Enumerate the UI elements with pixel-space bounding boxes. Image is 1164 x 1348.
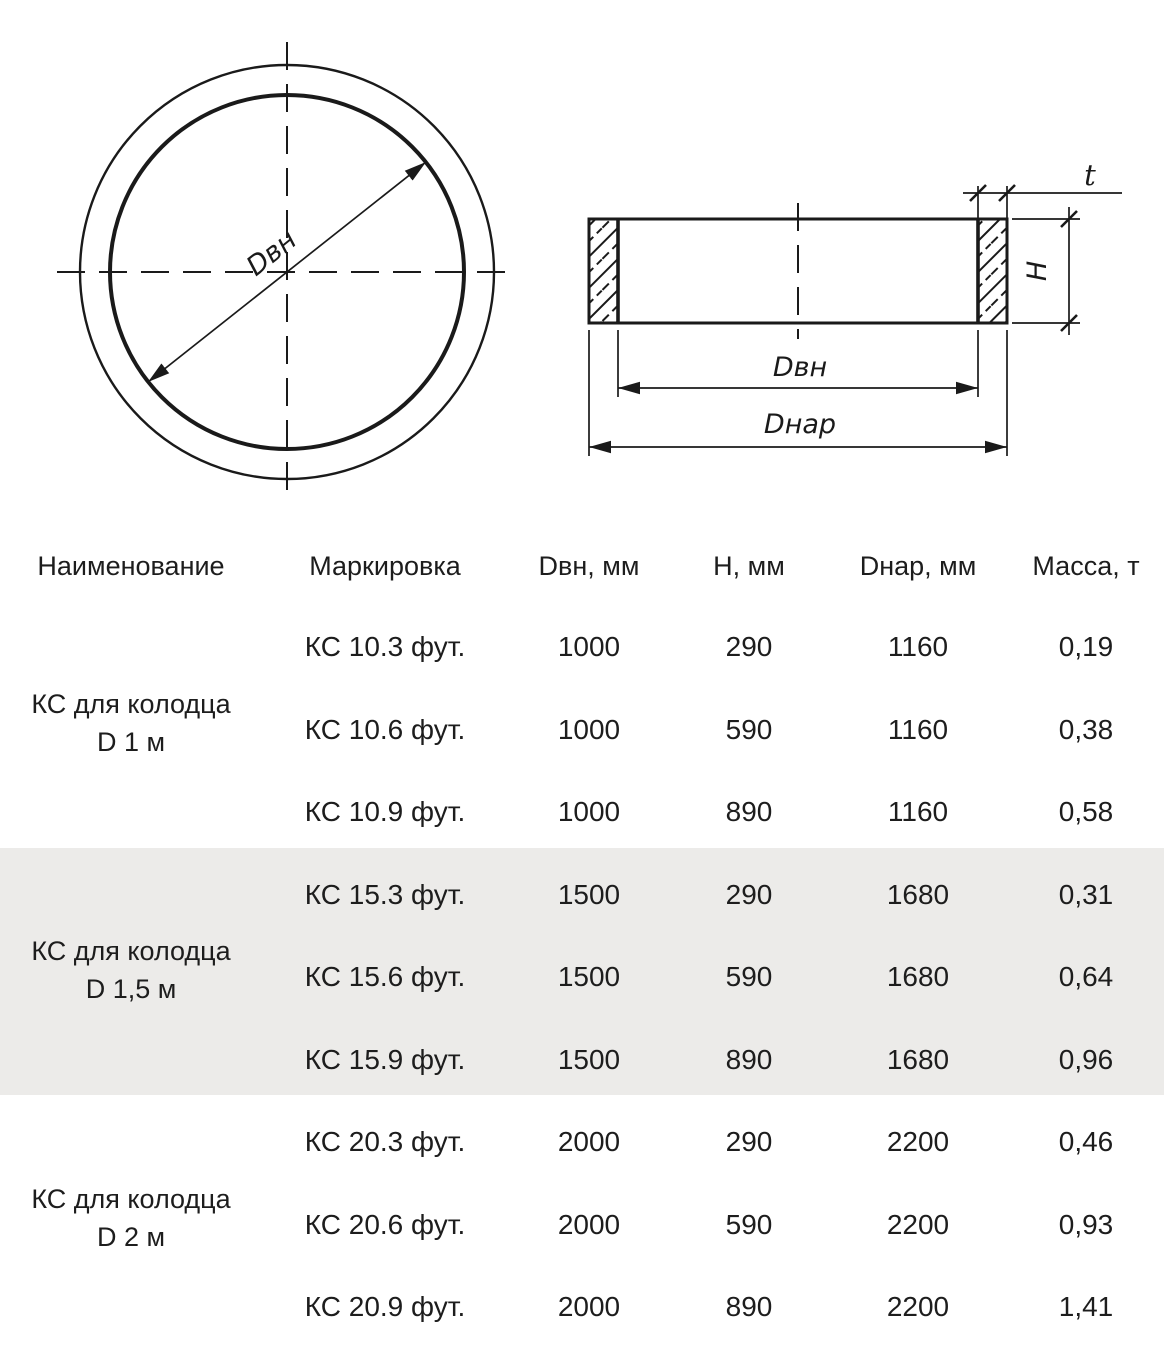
cell-mass: 0,58 [1058,796,1114,828]
right-wall-hatch [978,219,1007,323]
group-name-cell [0,1095,262,1343]
cell-dnar: 1680 [886,961,950,993]
cell-dvn: 1500 [557,878,621,910]
col-header-dvn: Dвн, мм [538,551,640,581]
col-header-dnar: Dнар, мм [859,551,977,581]
group-name-line2: D 2 м [96,1221,166,1252]
cell-mass: 0,64 [1058,961,1114,993]
col-header-name: Наименование [37,551,225,581]
ring-top-view-drawing [57,42,517,502]
cell-dnar: 2200 [886,1291,950,1323]
cell-mass: 0,96 [1058,1043,1114,1075]
col-header-mass: Масса, т [1032,551,1140,581]
group-name-cell [0,600,262,848]
technical-drawing-area [0,0,1164,532]
dvn-dimension-label: Dвн [772,352,828,383]
group-d2m [0,1095,1164,1343]
group-name-line2: D 1,5 м [85,974,177,1005]
cell-marking: КС 15.3 фут. [304,878,466,910]
cell-marking: КС 15.9 фут. [304,1043,466,1075]
cell-mass: 0,46 [1058,1126,1114,1158]
cell-h: 290 [725,1126,773,1158]
cell-mass: 0,38 [1058,713,1114,745]
t-dimension-label: t [1084,158,1096,192]
table-row [0,848,1164,931]
cell-marking: КС 20.6 фут. [304,1208,466,1240]
cell-h: 890 [725,796,773,828]
cell-h: 890 [725,1291,773,1323]
cell-dvn: 1500 [557,1043,621,1075]
cell-mass: 1,41 [1058,1291,1114,1323]
group-name-cell [0,848,262,1096]
col-header-h: H, мм [713,551,785,581]
cell-dnar: 1160 [887,796,949,828]
cell-dvn: 1000 [557,631,621,663]
group-name-line2: D 1 м [96,726,166,757]
cell-dnar: 1680 [886,1043,950,1075]
group-name-line1: КС для колодца [31,688,231,719]
ring-section-drawing [589,158,1122,456]
technical-drawing-svg [0,0,1164,532]
cell-dvn: 2000 [557,1208,621,1240]
group-name-line1: КС для колодца [31,1183,231,1214]
cell-mass: 0,93 [1058,1208,1114,1240]
cell-dnar: 2200 [886,1208,950,1240]
cell-marking: КС 10.6 фут. [304,713,466,745]
spec-table [0,533,1164,1343]
table-row [0,600,1164,683]
cell-dvn: 1500 [557,961,621,993]
cell-dnar: 1160 [887,713,949,745]
cell-dvn: 1000 [557,796,621,828]
cell-dnar: 1160 [887,631,949,663]
cell-mass: 0,31 [1058,878,1114,910]
cell-marking: КС 10.9 фут. [304,796,466,828]
cell-h: 590 [725,1208,773,1240]
cell-h: 590 [725,961,773,993]
table-row [0,1095,1164,1178]
cell-dvn: 2000 [557,1126,621,1158]
group-d1m [0,600,1164,848]
cell-h: 890 [725,1043,773,1075]
cell-h: 290 [725,878,773,910]
left-wall-hatch [589,219,618,323]
group-d1-5m [0,848,1164,1096]
cell-dvn: 1000 [557,713,621,745]
group-name-line1: КС для колодца [31,936,231,967]
cell-dnar: 1680 [886,878,950,910]
cell-dvn: 2000 [557,1291,621,1323]
cell-marking: КС 20.9 фут. [304,1291,466,1323]
cell-h: 290 [725,631,773,663]
col-header-marking: Маркировка [309,551,461,581]
h-dimension-label: H [1022,260,1053,282]
cell-marking: КС 10.3 фут. [304,631,466,663]
cell-dnar: 2200 [886,1126,950,1158]
cell-marking: КС 15.6 фут. [304,961,466,993]
inner-diameter-label: Dвн [240,224,303,283]
cell-marking: КС 20.3 фут. [304,1126,466,1158]
dnar-dimension-label: Dнар [763,409,837,440]
cell-mass: 0,19 [1058,631,1114,663]
cell-h: 590 [725,713,773,745]
spec-table-header [0,533,1164,600]
